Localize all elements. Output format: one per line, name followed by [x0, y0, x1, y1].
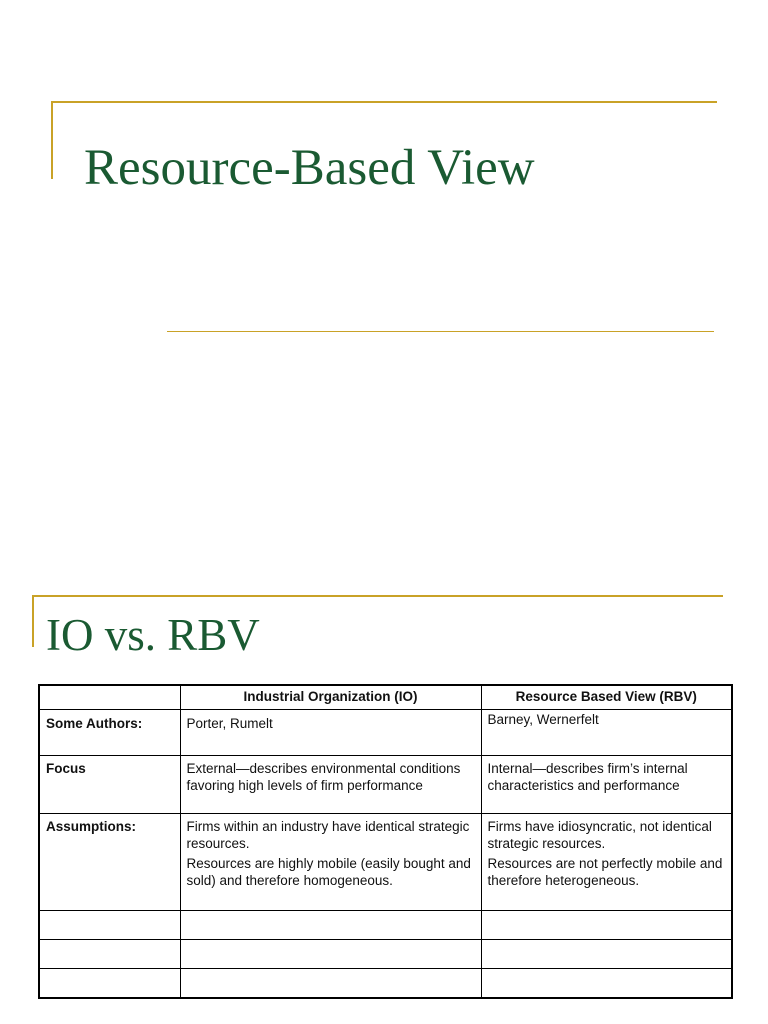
cell-text: Resources are not perfectly mobile and therefore heterogeneous. — [487, 856, 723, 888]
cell-text: Firms have idiosyncratic, not identical strategic resources. — [487, 819, 712, 851]
cell-text: Resources are highly mobile (easily bought and sold) and therefore homogeneous. — [186, 856, 471, 888]
row-label-assumptions: Assumptions: — [39, 814, 180, 911]
slide2-top-rule — [32, 595, 723, 597]
table-row-authors — [39, 710, 732, 756]
empty-cell — [39, 911, 180, 940]
slide1-top-rule — [51, 101, 717, 103]
empty-cell — [481, 940, 732, 969]
cell-text: Firms within an industry have identical strategic resources. — [186, 819, 470, 851]
table-row-empty — [39, 940, 732, 969]
row-label-focus: Focus — [39, 756, 180, 814]
slide1-title: Resource-Based View — [84, 140, 535, 196]
cell-text: Porter, Rumelt — [186, 716, 273, 731]
row-label-authors: Some Authors: — [39, 710, 180, 756]
slide2-title: IO vs. RBV — [46, 610, 260, 660]
cell-text: Barney, Wernerfelt — [487, 712, 599, 727]
header-io: Industrial Organization (IO) — [180, 685, 481, 710]
cell-rbv-focus — [481, 756, 732, 814]
empty-cell — [180, 969, 481, 999]
table-header-row — [39, 685, 732, 710]
header-empty-cell — [39, 685, 180, 710]
cell-io-authors — [180, 710, 481, 756]
empty-cell — [180, 911, 481, 940]
cell-text: External—describes environmental conditions favoring high levels of firm performance — [186, 761, 461, 793]
table-row-empty — [39, 911, 732, 940]
empty-cell — [180, 940, 481, 969]
empty-cell — [481, 911, 732, 940]
comparison-table — [38, 684, 733, 999]
empty-cell — [39, 940, 180, 969]
empty-cell — [39, 969, 180, 999]
cell-text: Internal—describes firm’s internal characteristics and performance — [487, 761, 688, 793]
slide1-divider-rule — [167, 331, 714, 332]
empty-cell — [481, 969, 732, 999]
cell-rbv-authors — [481, 710, 732, 756]
table-row-empty — [39, 969, 732, 999]
cell-io-focus — [180, 756, 481, 814]
table-row-assumptions — [39, 814, 732, 911]
slide2-left-rule — [32, 595, 34, 647]
slide1-left-rule — [51, 101, 53, 179]
table-row-focus — [39, 756, 732, 814]
cell-rbv-assumptions — [481, 814, 732, 911]
header-rbv: Resource Based View (RBV) — [481, 685, 732, 710]
cell-io-assumptions — [180, 814, 481, 911]
